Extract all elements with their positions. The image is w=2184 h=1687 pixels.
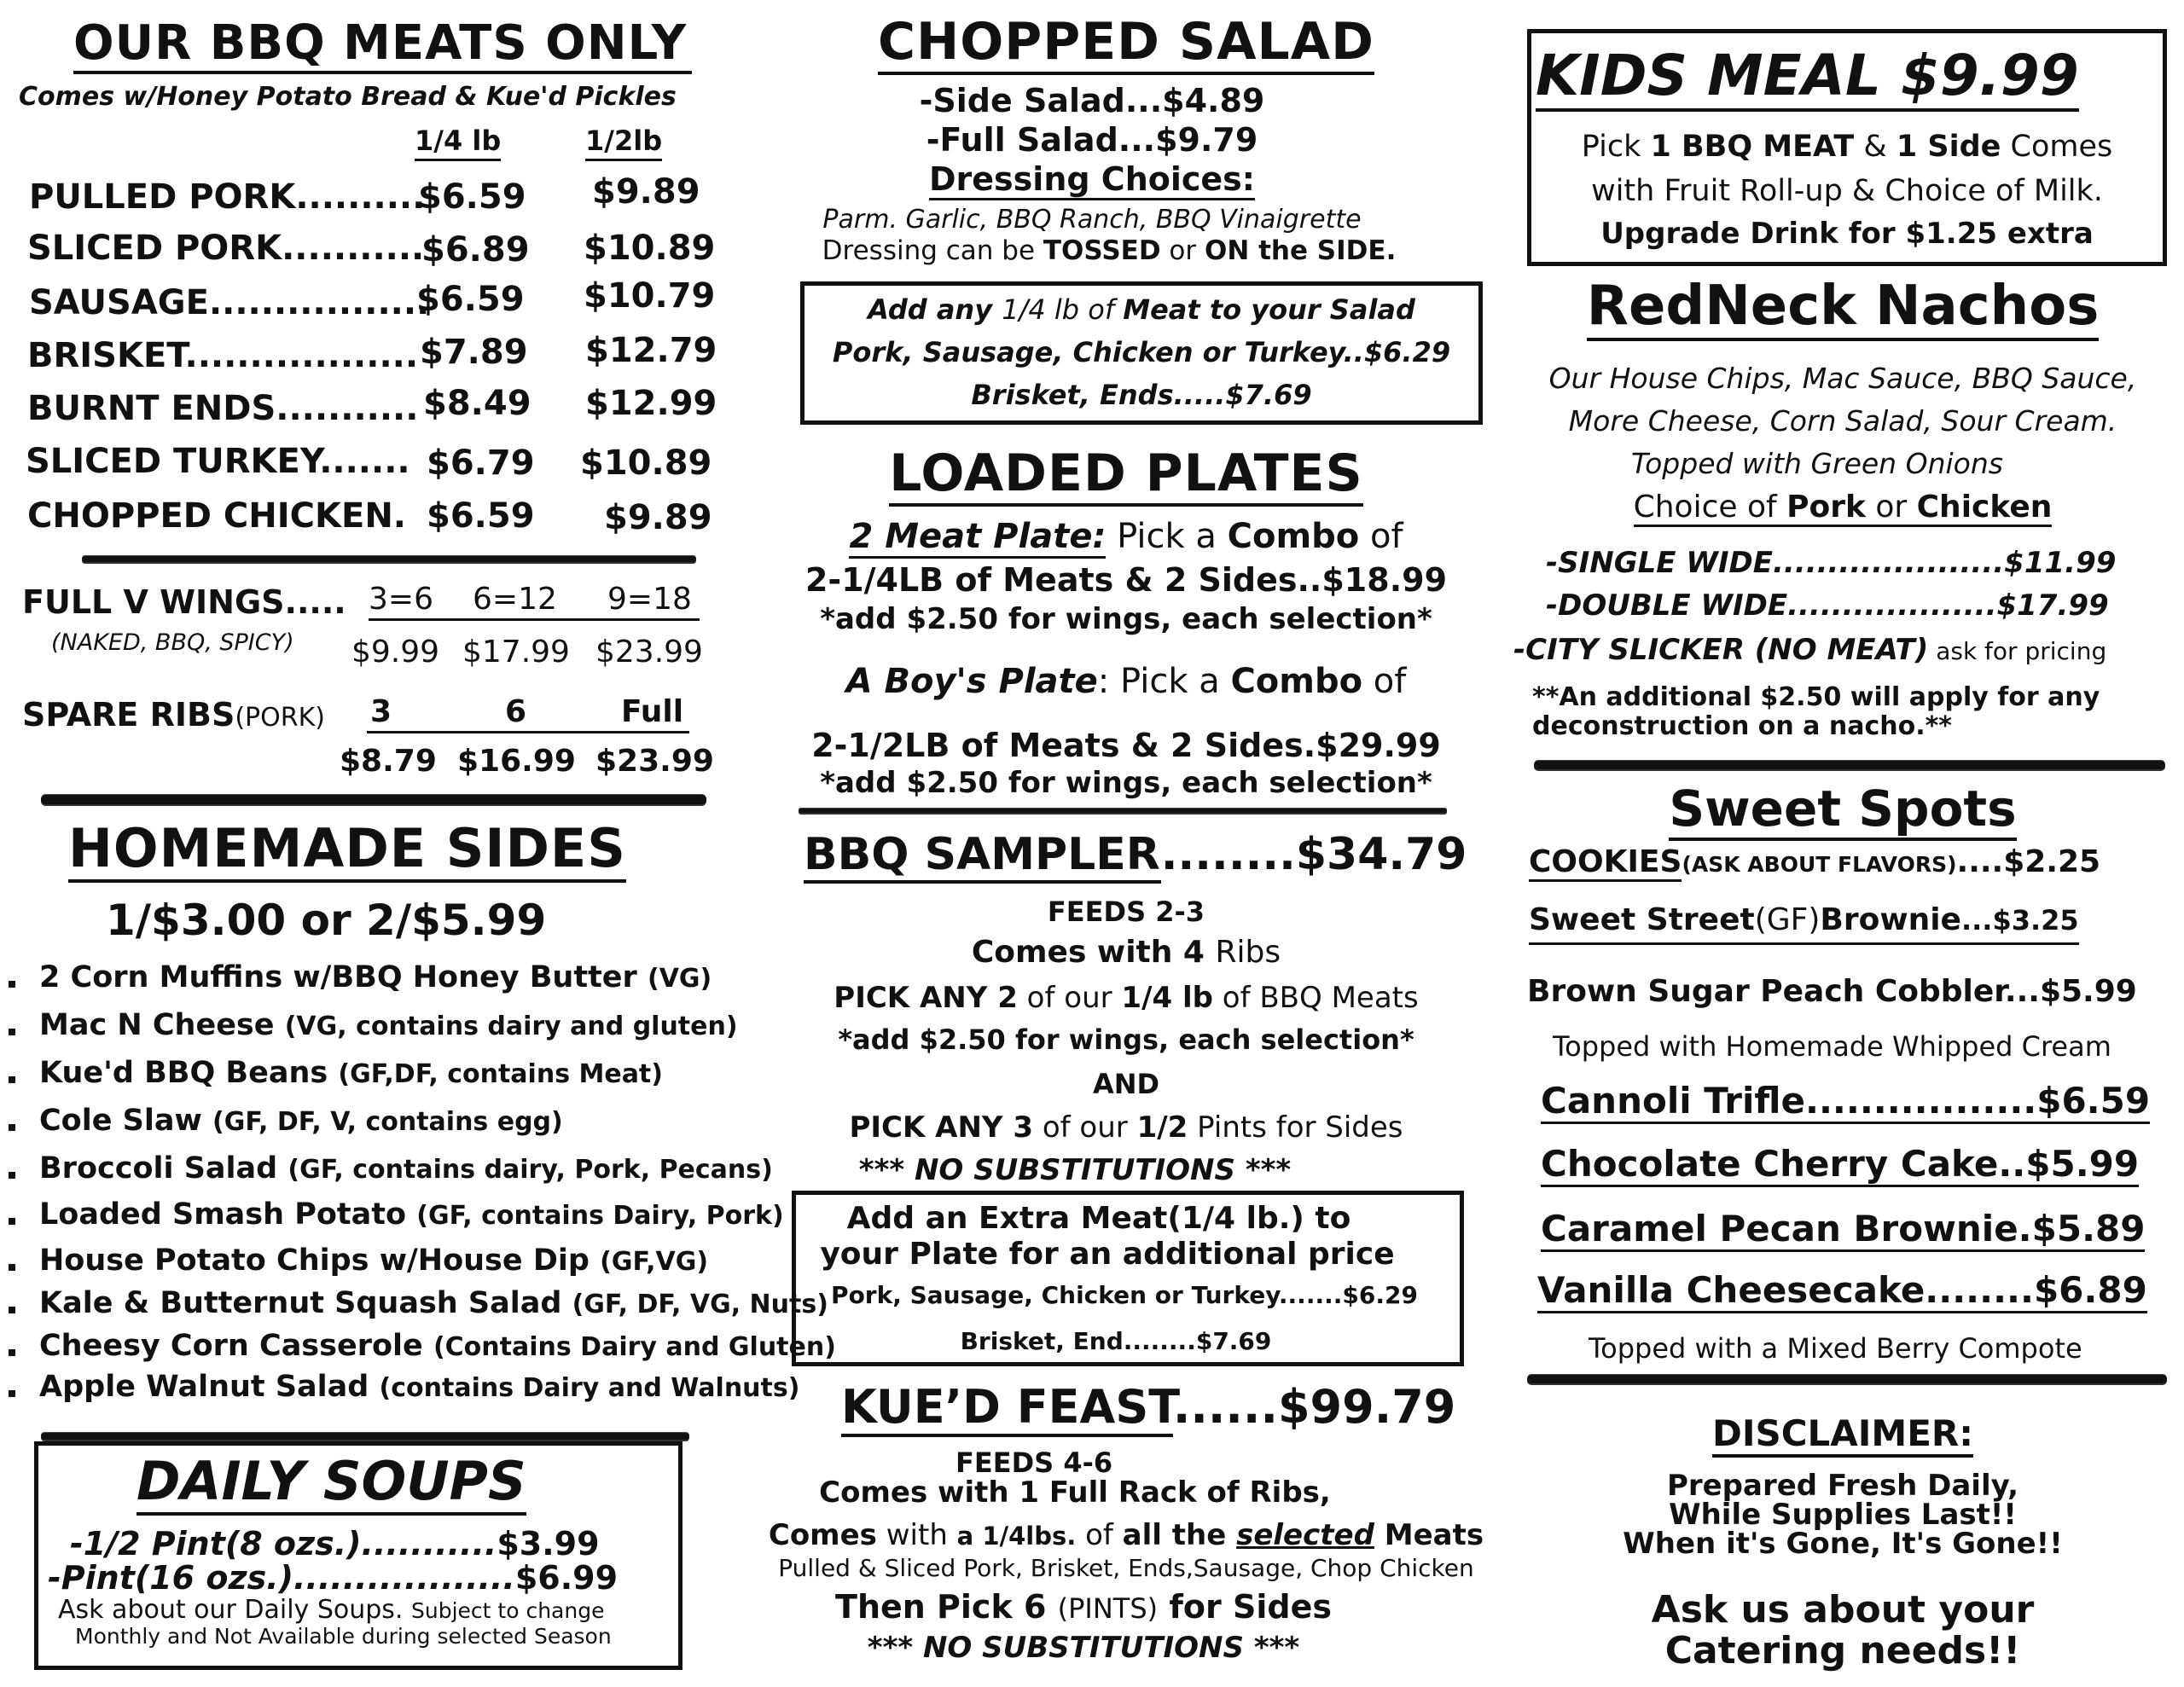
kids-line1-d: 1 Side xyxy=(1896,130,2001,164)
disclaimer-title: DISCLAIMER: xyxy=(1712,1412,1973,1458)
meat-price-quarter: $6.59 xyxy=(427,496,535,536)
disclaimer-title-wrap xyxy=(1502,1412,2184,1454)
feast-line4 xyxy=(751,1588,1416,1626)
boy-line1 xyxy=(751,662,1502,701)
bullet xyxy=(9,1264,15,1271)
meat-price-quarter: $8.49 xyxy=(423,384,531,423)
catering-line2: Catering needs!! xyxy=(1664,1629,2021,1673)
bullet xyxy=(9,981,15,988)
meat-price-quarter: $6.89 xyxy=(421,230,530,270)
bullet xyxy=(9,1172,15,1179)
nachos-double: -DOUBLE WIDE...................$17.99 xyxy=(1546,588,2109,623)
extra-line4: Brisket, End........$7.69 xyxy=(960,1327,1272,1355)
meat-price-half: $10.79 xyxy=(584,276,716,316)
wings-price: $17.99 xyxy=(462,635,570,670)
sweets-cobbler: Brown Sugar Peach Cobbler...$5.99 xyxy=(1527,974,2137,1009)
meat-price-half: $10.89 xyxy=(580,443,712,483)
side-note: (GF, contains dairy, Pork, Pecans) xyxy=(288,1155,773,1185)
brownie-a: Sweet Street xyxy=(1529,902,1755,937)
feast-title: KUE’D FEAST xyxy=(841,1380,1173,1437)
ribs-name: SPARE RIBS xyxy=(22,696,235,733)
sampler-pick1-a: PICK ANY 2 xyxy=(834,981,1018,1015)
sampler-price: $34.79 xyxy=(1295,829,1467,880)
feast-line4-b: (PINTS) xyxy=(1057,1592,1159,1625)
feast-line3: Pulled & Sliced Pork, Brisket, Ends,Sausage, Chop Chicken xyxy=(778,1554,1474,1582)
sampler-pick2 xyxy=(751,1110,1502,1145)
nachos-city xyxy=(1513,633,2106,667)
feast-no-sub: *** NO SUBSTITUTIONS *** xyxy=(867,1631,1300,1665)
meat-name: SLICED PORK........... xyxy=(27,229,425,268)
sampler-ribs-b: Ribs xyxy=(1215,935,1281,970)
meat-price-quarter: $7.89 xyxy=(420,333,528,372)
kids-title: KIDS MEAL $9.99 xyxy=(1536,43,2079,112)
side-name: Kale & Butternut Squash Salad xyxy=(39,1286,562,1320)
dressing-list: Parm. Garlic, BBQ Ranch, BBQ Vinaigrette xyxy=(822,205,1362,235)
soups-full xyxy=(48,1559,618,1597)
feast-line2-a: Comes xyxy=(768,1518,877,1552)
salad-add-c: of xyxy=(1079,293,1124,326)
side-note: (GF,DF, contains Meat) xyxy=(338,1059,663,1089)
dressing-note xyxy=(751,235,1467,266)
nachos-choice-b: Pork xyxy=(1786,490,1866,525)
two-meat-line3: *add $2.50 for wings, each selection* xyxy=(820,602,1432,636)
meats-title: OUR BBQ MEATS ONLY xyxy=(73,15,692,74)
sampler-wings: *add $2.50 for wings, each selection* xyxy=(838,1023,1414,1056)
meat-price-quarter: $6.59 xyxy=(416,280,525,319)
nachos-note2: deconstruction on a nacho.** xyxy=(1532,711,1952,741)
nachos-city-a: -CITY SLICKER (NO MEAT) xyxy=(1513,633,1929,667)
salad-add-line1 xyxy=(800,293,1483,326)
nachos-desc2: More Cheese, Corn Salad, Sour Cream. xyxy=(1568,404,2117,438)
sweets-cookies xyxy=(1529,844,2100,879)
ribs-size: 6 xyxy=(505,694,527,729)
nachos-choice-a: Choice of xyxy=(1633,490,1787,525)
bullet xyxy=(9,1349,15,1356)
dressing-note-d: ON the SIDE. xyxy=(1205,235,1397,266)
sampler-no-sub: *** NO SUBSTITUTIONS *** xyxy=(858,1153,1292,1187)
bullet xyxy=(9,1307,15,1313)
soups-note xyxy=(58,1595,604,1625)
soups-full-price: $6.99 xyxy=(514,1559,619,1597)
feast-line2 xyxy=(751,1518,1502,1552)
meat-price-quarter: $6.59 xyxy=(418,177,526,217)
feast-line2-c: a 1/4lbs. xyxy=(956,1522,1077,1551)
salad-add-d: Meat to your Salad xyxy=(1123,293,1415,326)
sweets-brownie xyxy=(1529,902,2079,945)
meat-name: BURNT ENDS........... xyxy=(27,389,419,428)
feast-line2-f: selected xyxy=(1236,1518,1374,1552)
salad-section xyxy=(751,12,1502,75)
kids-line1 xyxy=(1527,130,2167,164)
sampler-pick2-b: of our xyxy=(1033,1110,1137,1145)
right-column xyxy=(1502,0,2184,1687)
salad-side: -Side Salad...$4.89 xyxy=(919,82,1265,119)
salad-title: CHOPPED SALAD xyxy=(878,12,1374,75)
bullet xyxy=(9,1076,15,1083)
meat-name: BRISKET.................. xyxy=(27,336,419,375)
soups-note-line2: Monthly and Not Available during selected Season xyxy=(75,1624,612,1649)
divider xyxy=(82,556,696,562)
nachos-city-b: ask for pricing xyxy=(1928,637,2107,665)
soups-note-main: Ask about our Daily Soups. xyxy=(58,1595,404,1625)
two-meat-line2: 2-1/4LB of Meats & 2 Sides..$18.99 xyxy=(804,561,1448,599)
nachos-title: RedNeck Nachos xyxy=(1587,275,2100,341)
nachos-choice-d: Chicken xyxy=(1916,490,2053,525)
soups-half-label: -1/2 Pint(8 ozs.)........... xyxy=(70,1525,497,1562)
feast-heading xyxy=(841,1380,1455,1434)
dressing-title: Dressing Choices: xyxy=(929,160,1255,200)
sweets-vanilla: Vanilla Cheesecake........$6.89 xyxy=(1537,1269,2147,1313)
meats-column xyxy=(0,0,836,1687)
side-note: (VG) xyxy=(648,964,712,994)
cookies-b: (ASK ABOUT FLAVORS) xyxy=(1682,852,1957,877)
disclaimer-line2: While Supplies Last!! xyxy=(1669,1498,2017,1532)
nachos-desc1: Our House Chips, Mac Sauce, BBQ Sauce, xyxy=(1548,362,2137,395)
ribs-size: 3 xyxy=(370,694,392,729)
ribs-price: $16.99 xyxy=(457,744,576,779)
disclaimer-line1: Prepared Fresh Daily, xyxy=(1666,1469,2019,1503)
brownie-b: (GF) xyxy=(1754,902,1821,937)
dressing-note-a: Dressing can be xyxy=(822,235,1043,266)
boy-line3: *add $2.50 for wings, each selection* xyxy=(820,766,1432,800)
sweets-title: Sweet Spots xyxy=(1669,780,2016,841)
meat-price-half: $12.79 xyxy=(585,331,717,370)
kids-line1-c: & xyxy=(1854,130,1896,164)
feast-line4-a: Then Pick 6 xyxy=(835,1588,1058,1626)
sweets-cobbler-note: Topped with Homemade Whipped Cream xyxy=(1553,1030,2111,1063)
meat-name: PULLED PORK.......... xyxy=(29,177,426,217)
meats-subtitle: Comes w/Honey Potato Bread & Kue'd Pickles xyxy=(19,82,677,112)
side-name: Cole Slaw xyxy=(39,1104,202,1138)
kids-line1-a: Pick xyxy=(1581,130,1651,164)
plates-title: LOADED PLATES xyxy=(889,443,1363,507)
extra-line1: Add an Extra Meat(1/4 lb.) to xyxy=(846,1201,1351,1236)
brownie-d: ...$3.25 xyxy=(1960,904,2079,936)
sampler-dots: ........ xyxy=(1160,829,1296,880)
wings-count: 6=12 xyxy=(473,582,557,617)
side-name: Cheesy Corn Casserole xyxy=(39,1329,423,1363)
feast-line2-e: all the xyxy=(1122,1518,1237,1552)
divider xyxy=(799,809,1447,813)
bullet xyxy=(9,1029,15,1035)
brownie-c: Brownie xyxy=(1820,902,1961,937)
soups-full-label: -Pint(16 ozs.).................. xyxy=(48,1559,515,1597)
nachos-choice-c: or xyxy=(1865,490,1917,525)
sampler-pick1-c: 1/4 lb xyxy=(1121,981,1213,1015)
soups-note-small: Subject to change xyxy=(411,1598,605,1623)
sampler-pick2-a: PICK ANY 3 xyxy=(849,1110,1034,1145)
disclaimer-line3: When it's Gone, It's Gone!! xyxy=(1623,1527,2063,1561)
kids-line2: with Fruit Roll-up & Choice of Milk. xyxy=(1591,174,2103,208)
salad-add-b: 1/4 lb xyxy=(1002,293,1080,326)
feast-line2-d: of xyxy=(1076,1518,1123,1552)
feast-line2-g: Meats xyxy=(1374,1518,1484,1552)
side-name: House Potato Chips w/House Dip xyxy=(39,1244,590,1278)
side-name: Loaded Smash Potato xyxy=(39,1197,407,1232)
side-name: Mac N Cheese xyxy=(39,1008,275,1042)
kids-line1-e: Comes xyxy=(2001,130,2113,164)
side-note: (GF, contains Dairy, Pork) xyxy=(416,1201,784,1231)
divider xyxy=(1527,1375,2167,1383)
side-note: (GF,VG) xyxy=(600,1247,709,1277)
sides-title: HOMEMADE SIDES xyxy=(68,817,626,883)
boy-a: : Pick a xyxy=(1097,662,1231,701)
nachos-title-wrap xyxy=(1502,275,2184,338)
nachos-note1: **An additional $2.50 will apply for any xyxy=(1532,682,2100,712)
sampler-title: BBQ SAMPLER xyxy=(804,829,1161,884)
two-meat-c: of xyxy=(1359,517,1403,556)
sampler-pick1-b: of our xyxy=(1017,981,1122,1015)
boy-c: of xyxy=(1362,662,1407,701)
divider xyxy=(41,1433,689,1440)
ribs-name-wrap xyxy=(22,696,325,733)
wings-count: 9=18 xyxy=(607,582,692,617)
salad-full: -Full Salad...$9.79 xyxy=(926,121,1258,159)
sampler-ribs xyxy=(751,935,1502,970)
meat-price-half: $12.99 xyxy=(585,384,717,423)
ribs-qualifier: (PORK) xyxy=(235,703,325,733)
boy-b: Combo xyxy=(1230,662,1363,701)
wings-count: 3=6 xyxy=(369,582,433,617)
feast-feeds: FEEDS 4-6 xyxy=(956,1446,1113,1479)
side-note: (Contains Dairy and Gluten) xyxy=(433,1332,836,1362)
sweets-cherry: Chocolate Cherry Cake..$5.99 xyxy=(1541,1143,2139,1187)
feast-line1: Comes with 1 Full Rack of Ribs, xyxy=(819,1475,1331,1510)
salad-add-line3: Brisket, Ends.....$7.69 xyxy=(971,379,1312,411)
nachos-choice xyxy=(1502,490,2184,525)
sweets-title-wrap xyxy=(1502,780,2184,838)
sampler-and: AND xyxy=(1092,1068,1160,1100)
center-column xyxy=(751,0,1502,1687)
kids-line3: Upgrade Drink for $1.25 extra xyxy=(1600,217,2094,251)
dressing-note-b: TOSSED xyxy=(1043,235,1161,266)
sampler-pick2-c: 1/2 xyxy=(1136,1110,1188,1145)
bullet xyxy=(9,1124,15,1131)
sampler-ribs-a: Comes with 4 xyxy=(971,935,1216,970)
side-name: Apple Walnut Salad xyxy=(39,1370,369,1404)
side-name: Broccoli Salad xyxy=(39,1151,278,1186)
catering-line1: Ask us about your xyxy=(1651,1588,2035,1632)
wings-price: $23.99 xyxy=(595,635,703,670)
feast-line4-c: for Sides xyxy=(1158,1588,1332,1626)
side-name: Kue'd BBQ Beans xyxy=(39,1056,328,1090)
soups-half xyxy=(70,1525,600,1562)
cookies-a: COOKIES xyxy=(1529,844,1682,882)
wings-name: FULL V WINGS..... xyxy=(22,583,346,621)
two-meat-title: 2 Meat Plate: xyxy=(849,517,1106,559)
boy-line2: 2-1/2LB of Meats & 2 Sides.$29.99 xyxy=(811,727,1441,764)
feast-dots: ...... xyxy=(1172,1380,1278,1434)
two-meat-line1 xyxy=(751,517,1502,556)
nachos-single: -SINGLE WIDE.....................$11.99 xyxy=(1546,546,2117,580)
divider xyxy=(1534,761,2165,769)
sampler-pick1 xyxy=(751,981,1502,1015)
nachos-choice-wrap xyxy=(1634,490,2053,527)
two-meat-a: Pick a xyxy=(1106,517,1228,556)
ribs-price: $23.99 xyxy=(595,744,714,779)
feast-line2-b: with xyxy=(876,1518,957,1552)
sampler-pick1-d: of BBQ Meats xyxy=(1212,981,1419,1015)
dressing-title-wrap xyxy=(751,160,1433,198)
wings-note: (NAKED, BBQ, SPICY) xyxy=(51,629,294,656)
meat-price-quarter: $6.79 xyxy=(427,443,535,483)
extra-line2: your Plate for an additional price xyxy=(820,1237,1395,1272)
meat-price-half: $9.89 xyxy=(592,172,700,212)
bullet xyxy=(9,1390,15,1397)
dressing-note-c: or xyxy=(1160,235,1205,266)
ribs-size: Full xyxy=(621,694,684,729)
side-note: (GF, DF, V, contains egg) xyxy=(212,1107,563,1137)
sweets-cannoli: Cannoli Trifle.................$6.59 xyxy=(1541,1080,2150,1124)
meat-price-half: $9.89 xyxy=(604,498,712,537)
col-header-quarter: 1/4 lb xyxy=(415,125,501,161)
soups-title: DAILY SOUPS xyxy=(136,1450,526,1516)
sampler-pick2-d: Pints for Sides xyxy=(1188,1110,1403,1145)
salad-add-a: Add any xyxy=(868,293,1002,326)
extra-line3: Pork, Sausage, Chicken or Turkey.......$6.29 xyxy=(831,1281,1418,1309)
kids-line1-b: 1 BBQ MEAT xyxy=(1650,130,1855,164)
feast-price: $99.79 xyxy=(1277,1380,1456,1434)
side-note: (VG, contains dairy and gluten) xyxy=(284,1012,738,1041)
divider xyxy=(41,795,706,804)
sides-price: 1/$3.00 or 2/$5.99 xyxy=(106,896,547,945)
cookies-c: ....$2.25 xyxy=(1956,844,2101,879)
sweets-vanilla-note: Topped with a Mixed Berry Compote xyxy=(1589,1332,2082,1365)
bullet xyxy=(9,1218,15,1225)
meat-name: SLICED TURKEY....... xyxy=(26,442,410,481)
ribs-sizes xyxy=(367,694,689,733)
nachos-desc3: Topped with Green Onions xyxy=(1631,447,2003,480)
sampler-heading xyxy=(804,829,1467,880)
sampler-feeds: FEEDS 2-3 xyxy=(1047,896,1205,928)
meat-price-half: $10.89 xyxy=(584,229,716,268)
meat-name: CHOPPED CHICKEN. xyxy=(27,496,406,536)
wings-counts xyxy=(369,582,700,621)
col-header-half: 1/2lb xyxy=(585,125,662,161)
two-meat-b: Combo xyxy=(1227,517,1360,556)
salad-add-line2: Pork, Sausage, Chicken or Turkey..$6.29 xyxy=(832,336,1451,368)
ribs-price: $8.79 xyxy=(340,744,437,779)
boy-title: A Boy's Plate xyxy=(845,662,1098,701)
soups-half-price: $3.99 xyxy=(497,1525,600,1562)
side-note: (GF, DF, VG, Nuts) xyxy=(572,1290,828,1319)
wings-price: $9.99 xyxy=(351,635,440,670)
side-name: 2 Corn Muffins w/BBQ Honey Butter xyxy=(39,960,637,994)
sweets-caramel: Caramel Pecan Brownie.$5.89 xyxy=(1541,1208,2145,1252)
side-note: (contains Dairy and Walnuts) xyxy=(379,1373,800,1403)
meat-name: SAUSAGE................. xyxy=(29,283,430,322)
plates-title-wrap xyxy=(751,443,1502,507)
